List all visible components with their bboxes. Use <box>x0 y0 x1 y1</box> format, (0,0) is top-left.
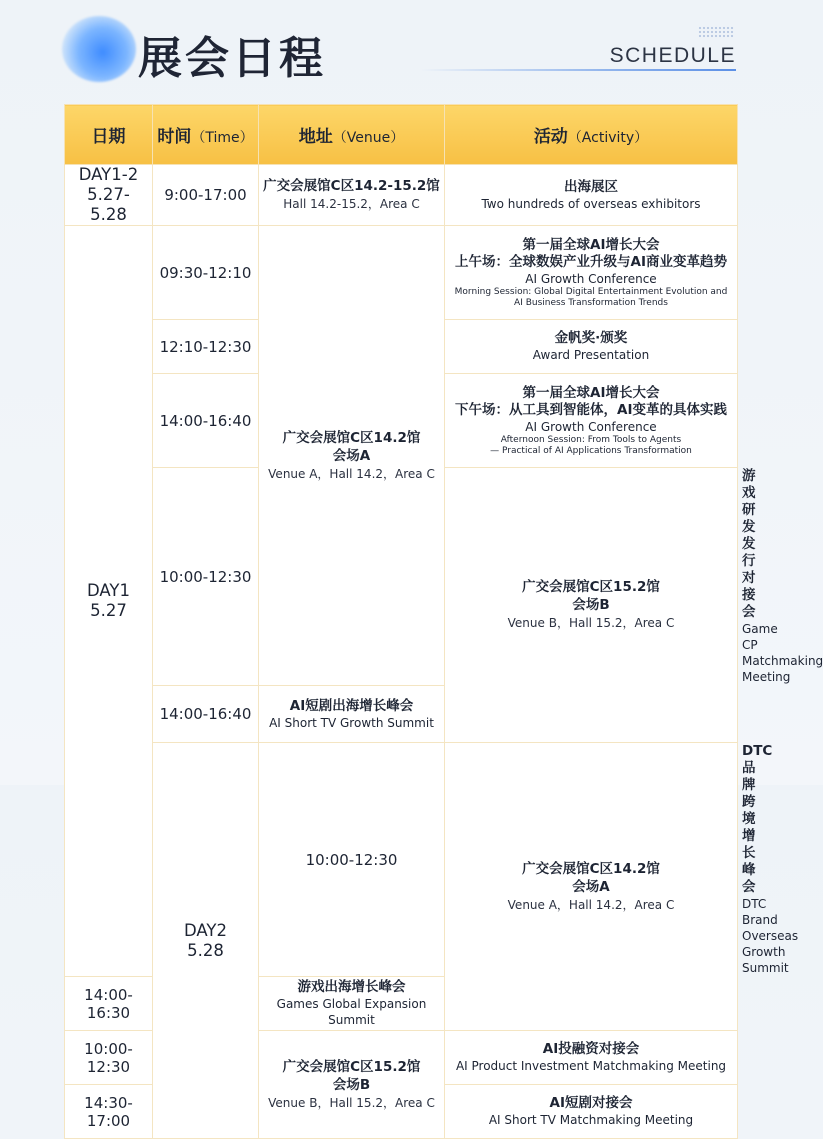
time-cell: 14:30-17:00 <box>65 1085 153 1139</box>
time-cell: 10:00-12:30 <box>259 743 445 977</box>
schedule-table <box>64 104 823 1139</box>
activity-cell: 第一届全球AI增长大会 上午场：全球数娱产业升级与AI商业变革趋势 AI Growth Conference Morning Session: Global Digital Entertainment Evolution and AI Business Transformation Trends <box>445 226 738 320</box>
activity-cell: AI短剧出海增长峰会 AI Short TV Growth Summit <box>259 686 445 743</box>
table-row <box>65 226 738 320</box>
activity-cell: 第一届全球AI增长大会 下午场：从工具到智能体，AI变革的具体实践 AI Growth Conference Afternoon Session: From Tools to Agents — Practical of AI Applications Transformation <box>445 374 738 468</box>
decorative-blob <box>62 16 136 82</box>
time-cell: 10:00-12:30 <box>153 468 259 686</box>
venue-cell: 广交会展馆C区14.2馆 会场A Venue A，Hall 14.2，Area C <box>259 226 445 686</box>
header-time: 时间（Time） <box>153 105 259 165</box>
time-cell: 14:00-16:40 <box>153 374 259 468</box>
dot-pattern <box>698 26 734 38</box>
table-row <box>65 165 738 226</box>
venue-cell: 广交会展馆C区15.2馆 会场B Venue B，Hall 15.2，Area C <box>445 468 738 743</box>
page-subtitle: SCHEDULE <box>609 44 736 67</box>
activity-cell: AI短剧对接会 AI Short TV Matchmaking Meeting <box>445 1085 738 1139</box>
time-cell: 12:10-12:30 <box>153 320 259 374</box>
time-cell: 14:00-16:30 <box>65 977 153 1031</box>
date-cell: DAY1 5.27 <box>65 226 153 977</box>
time-cell: 10:00-12:30 <box>65 1031 153 1085</box>
header-venue: 地址（Venue） <box>259 105 445 165</box>
table-header-row <box>65 105 738 165</box>
title-underline <box>420 69 736 71</box>
table-row: 10:00-12:30 广交会展馆C区15.2馆 会场B Venue B，Hall 15.2，Area C 游戏研发发行对接会 Game CP Matchmaking Meeting <box>65 468 738 686</box>
time-cell: 9:00-17:00 <box>153 165 259 226</box>
venue-cell: 广交会展馆C区15.2馆 会场B Venue B，Hall 15.2，Area C <box>259 1031 445 1139</box>
time-cell: 09:30-12:10 <box>153 226 259 320</box>
activity-cell: 出海展区 Two hundreds of overseas exhibitors <box>445 165 738 226</box>
venue-cell: 广交会展馆C区14.2-15.2馆 Hall 14.2-15.2，Area C <box>259 165 445 226</box>
activity-cell: 游戏出海增长峰会 Games Global Expansion Summit <box>259 977 445 1031</box>
activity-cell: 金帆奖·颁奖 Award Presentation <box>445 320 738 374</box>
time-cell: 14:00-16:40 <box>153 686 259 743</box>
activity-cell: AI投融资对接会 AI Product Investment Matchmaking Meeting <box>445 1031 738 1085</box>
venue-cell: 广交会展馆C区14.2馆 会场A Venue A，Hall 14.2，Area C <box>445 743 738 1031</box>
date-cell: DAY1-2 5.27-5.28 <box>65 165 153 226</box>
header-date: 日期 <box>65 105 153 165</box>
header-activity: 活动（Activity） <box>445 105 738 165</box>
table-row: DAY2 5.28 10:00-12:30 广交会展馆C区14.2馆 会场A Venue A，Hall 14.2，Area C DTC品牌跨境增长峰会 DTC Brand Overseas Growth Summit <box>65 743 738 977</box>
date-cell: DAY2 5.28 <box>153 743 259 1139</box>
page-title: 展会日程 <box>138 33 326 84</box>
